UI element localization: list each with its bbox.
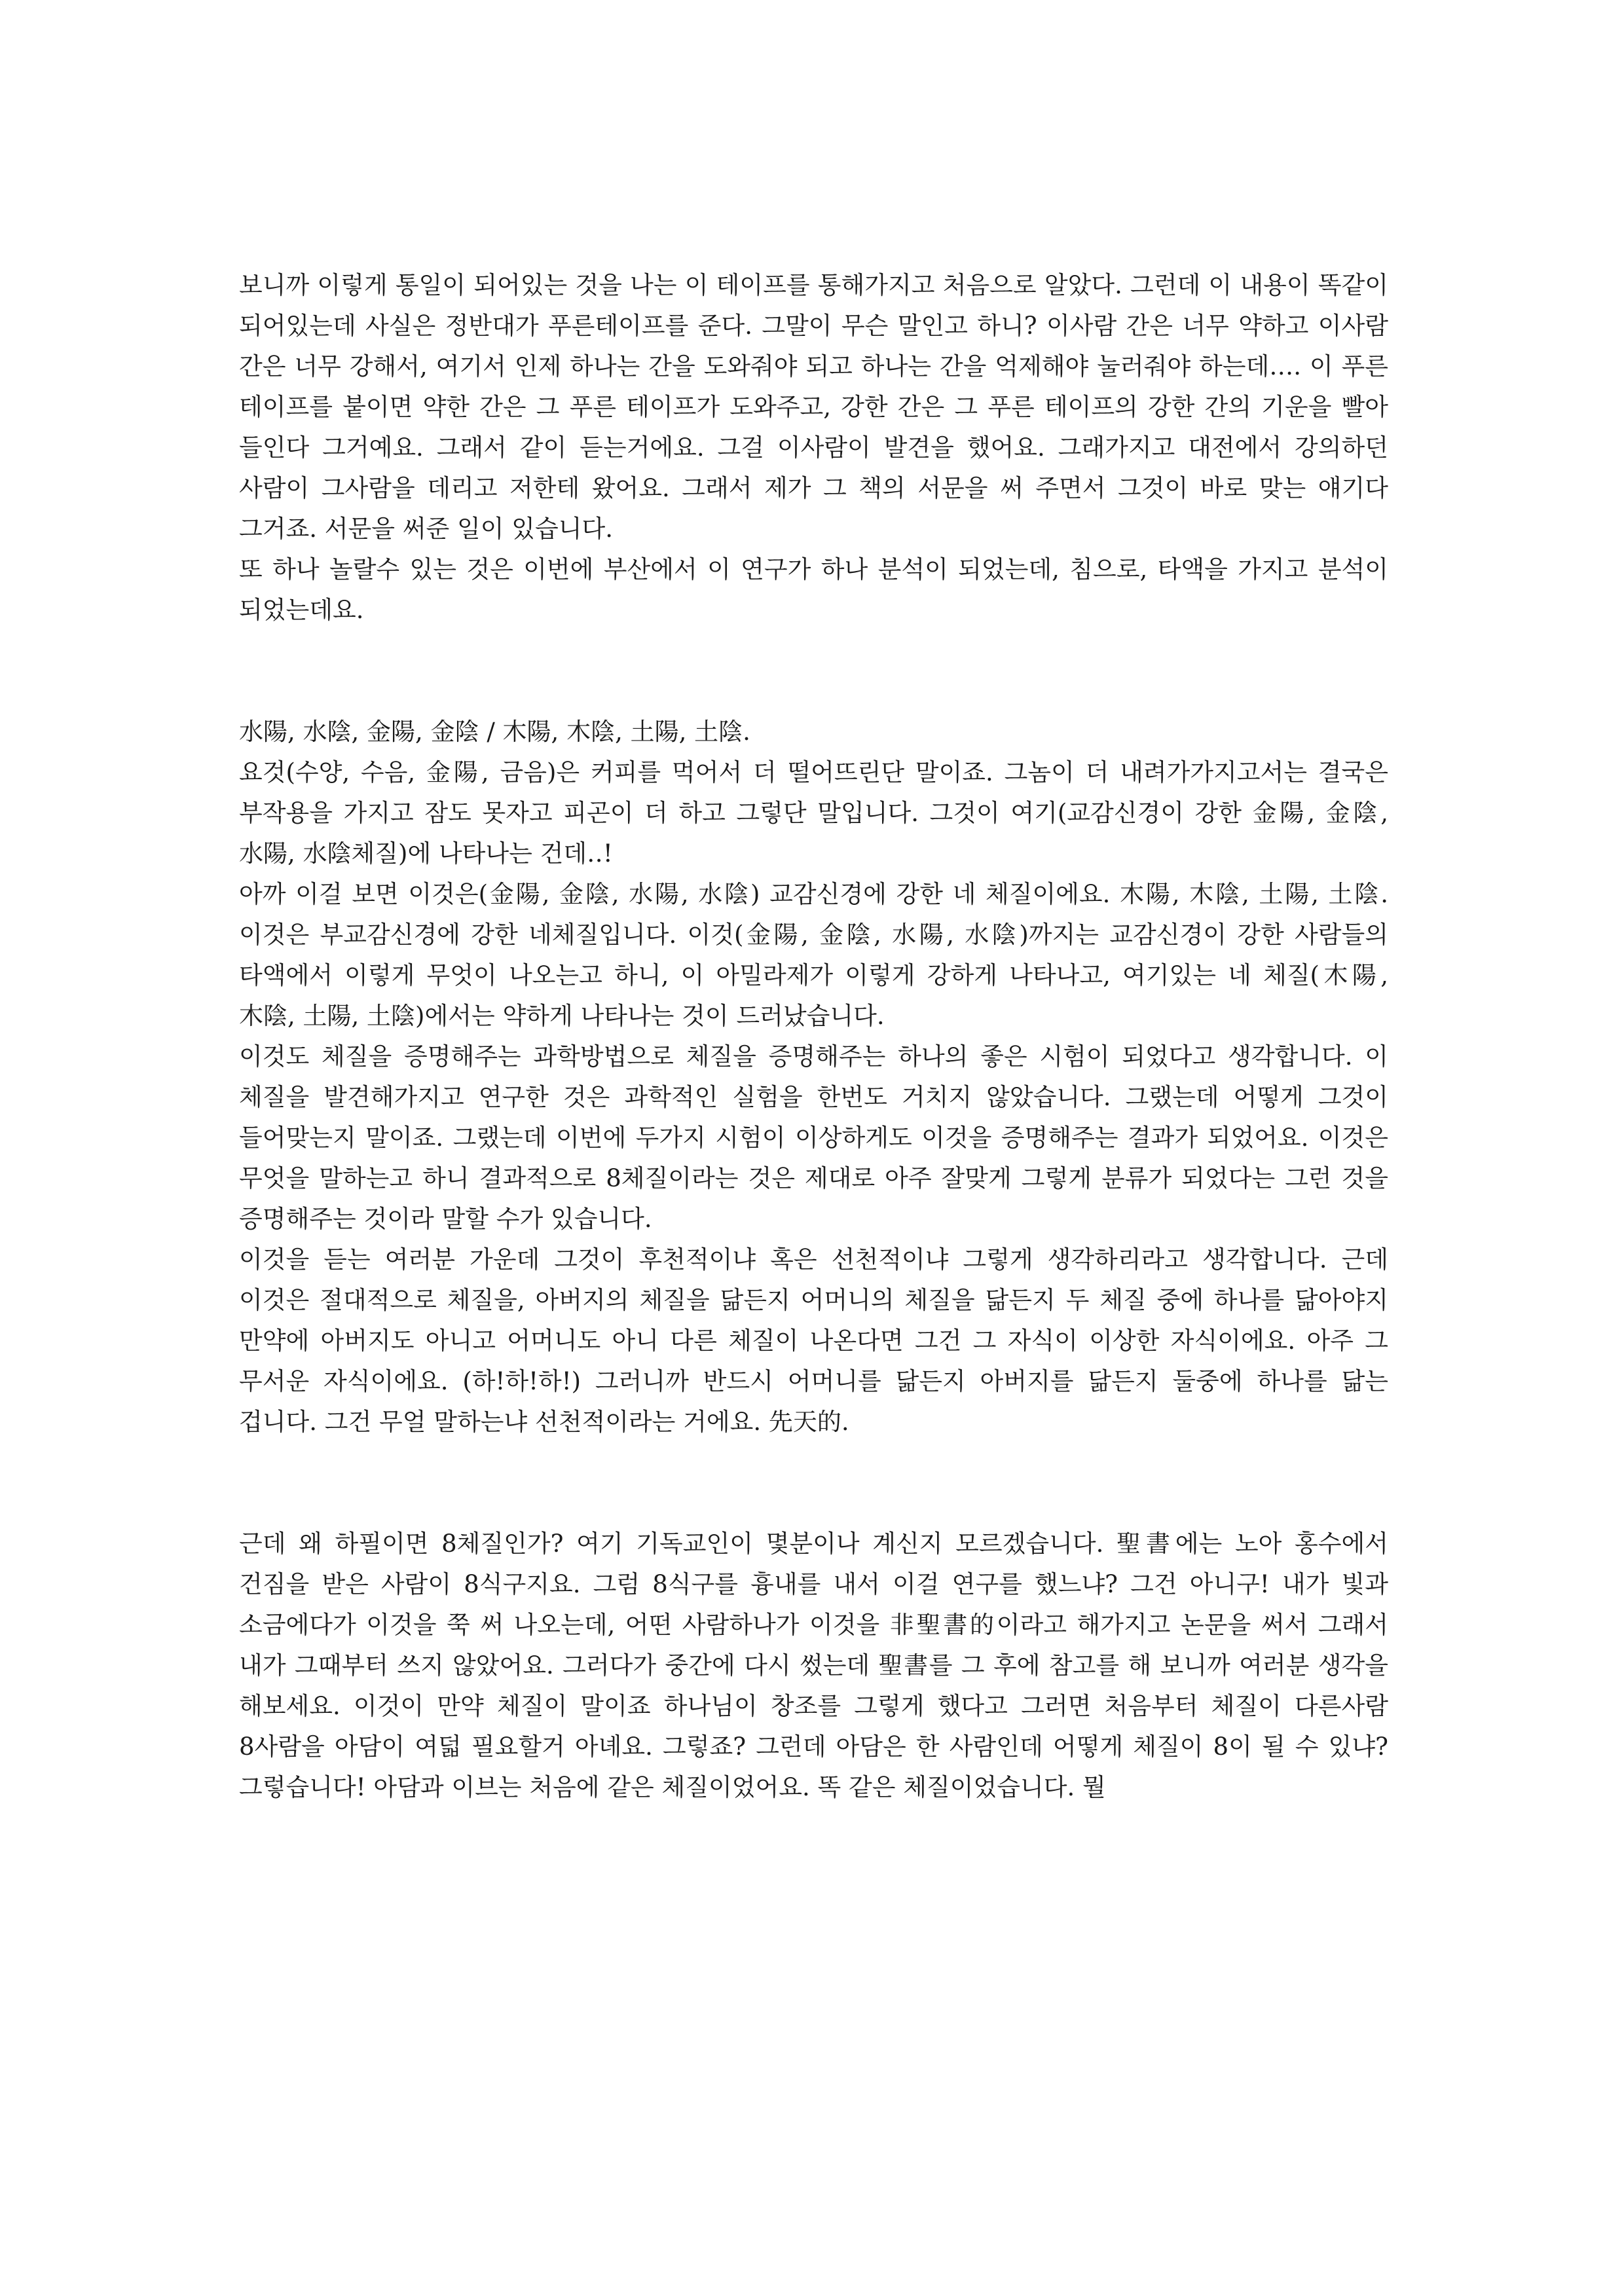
paragraph-spacer bbox=[239, 1442, 1388, 1524]
paragraph: 아까 이걸 보면 이것은(金陽, 金陰, 水陽, 水陰) 교감신경에 강한 네 체질이에요. 木陽, 木陰, 土陽, 土陰. 이것은 부교감신경에 강한 네체질입니다. 이것(金陽, 金陰, 水陽, 水陰)까지는 교감신경이 강한 사람들의 타액에서 이렇게 무엇이 나오는고 하니, 이 아밀라제가 이렇게 강하게 나타나고, 여기있는 네 체질(木陽, 木陰, 土陽, 土陰)에서는 약하게 나타나는 것이 드러났습니다. bbox=[239, 880, 1388, 1030]
constitution-list-line: 水陽, 水陰, 金陽, 金陰 / 木陽, 木陰, 土陽, 土陰. bbox=[239, 718, 750, 746]
paragraph: 근데 왜 하필이면 8체질인가? 여기 기독교인이 몇분이나 계신지 모르겠습니다. 聖書에는 노아 홍수에서 건짐을 받은 사람이 8식구지요. 그럼 8식구를 흉내를 내서 이걸 연구를 했느냐? 그건 아니구! 내가 빛과 소금에다가 이것을 쭉 써 나오는데, 어떤 사람하나가 이것을 非聖書的이라고 해가지고 논문을 써서 그래서 내가 그때부터 쓰지 않았어요. 그러다가 중간에 다시 썼는데 聖書를 그 후에 참고를 해 보니까 여러분 생각을 해보세요. 이것이 만약 체질이 말이죠 하나님이 창조를 그렇게 했다고 그러면 처음부터 체질이 다른사람 8사람을 아담이 여덟 필요할거 아녜요. 그렇죠? 그런데 아담은 한 사람인데 어떻게 체질이 8이 될 수 있냐? 그렇습니다! 아담과 이브는 처음에 같은 체질이었어요. 똑 같은 체질이었습니다. 뭘 bbox=[239, 1530, 1388, 1801]
paragraph: 또 하나 놀랄수 있는 것은 이번에 부산에서 이 연구가 하나 분석이 되었는데, 침으로, 타액을 가지고 분석이 되었는데요. bbox=[239, 555, 1388, 624]
document-body bbox=[239, 265, 1388, 1808]
paragraph: 요것(수양, 수음, 金陽, 금음)은 커피를 먹어서 더 떨어뜨린단 말이죠. 그놈이 더 내려가가지고서는 결국은 부작용을 가지고 잠도 못자고 피곤이 더 하고 그렇단 말입니다. 그것이 여기(교감신경이 강한 金陽, 金陰, 水陽, 水陰체질)에 나타나는 건데‥! bbox=[239, 758, 1388, 868]
paragraph: 이것을 듣는 여러분 가운데 그것이 후천적이냐 혹은 선천적이냐 그렇게 생각하리라고 생각합니다. 근데 이것은 절대적으로 체질을, 아버지의 체질을 닮든지 어머니의 체질을 닮든지 두 체질 중에 하나를 닮아야지 만약에 아버지도 아니고 어머니도 아니 다른 체질이 나온다면 그건 그 자식이 이상한 자식이에요. 아주 그 무서운 자식이에요. (하!하!하!) 그러니까 반드시 어머니를 닮든지 아버지를 닮든지 둘중에 하나를 닮는 겁니다. 그건 무얼 말하는냐 선천적이라는 거에요. 先天的. bbox=[239, 1245, 1388, 1436]
paragraph: 보니까 이렇게 통일이 되어있는 것을 나는 이 테이프를 통해가지고 처음으로 알았다. 그런데 이 내용이 똑같이 되어있는데 사실은 정반대가 푸른테이프를 준다. 그말이 무슨 말인고 하니? 이사람 간은 너무 약하고 이사람 간은 너무 강해서, 여기서 인제 하나는 간을 도와줘야 되고 하나는 간을 억제해야 눌러줘야 하는데…. 이 푸른 테이프를 붙이면 약한 간은 그 푸른 테이프가 도와주고, 강한 간은 그 푸른 테이프의 강한 간의 기운을 빨아 들인다 그거예요. 그래서 같이 듣는거에요. 그걸 이사람이 발견을 했어요. 그래가지고 대전에서 강의하던 사람이 그사람을 데리고 저한테 왔어요. 그래서 제가 그 책의 서문을 써 주면서 그것이 바로 맞는 얘기다 그거죠. 서문을 써준 일이 있습니다. bbox=[239, 271, 1388, 543]
paragraph-spacer bbox=[239, 631, 1388, 712]
paragraph: 이것도 체질을 증명해주는 과학방법으로 체질을 증명해주는 하나의 좋은 시험이 되었다고 생각합니다. 이 체질을 발견해가지고 연구한 것은 과학적인 실험을 한번도 거치지 않았습니다. 그랬는데 어떻게 그것이 들어맞는지 말이죠. 그랬는데 이번에 두가지 시험이 이상하게도 이것을 증명해주는 결과가 되었어요. 이것은 무엇을 말하는고 하니 결과적으로 8체질이라는 것은 제대로 아주 잘맞게 그렇게 분류가 되었다는 그런 것을 증명해주는 것이라 말할 수가 있습니다. bbox=[239, 1042, 1388, 1233]
